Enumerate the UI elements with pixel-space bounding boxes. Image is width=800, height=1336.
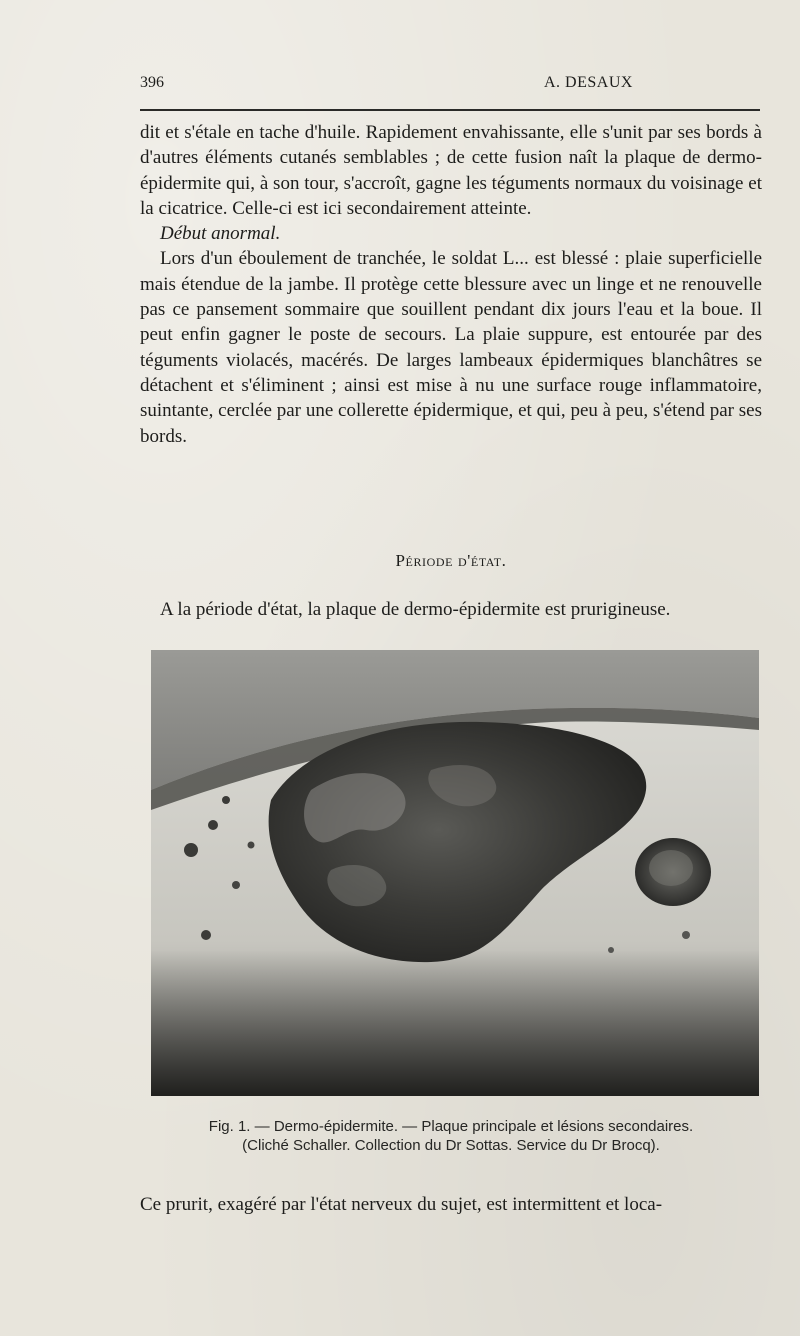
skin-lesion-photo bbox=[151, 650, 759, 1096]
subheading-debut-anormal: Début anormal. bbox=[160, 223, 281, 245]
running-title: A. DESAUX bbox=[544, 74, 633, 91]
caption-line-1: Fig. 1. — Dermo-épidermite. — Plaque principale et lésions secondaires. bbox=[208, 1118, 694, 1135]
paragraph-case-report: Lors d'un éboulement de tranchée, le soldat L... est blessé : plaie superficielle mais étendue de la jambe. Il protège cette blessure avec un linge et ne renouvelle pas ce pansement sommaire que souillent pendant dix jours l'eau et la boue. Il peut enfin gagner le poste de secours. La plaie suppure, est entourée par des téguments violacés, macérés. De larges lambeaux épidermiques blanchâtres se détachent et s'éliminent ; ainsi est mise à nu une surface rouge inflammatoire, suintante, cerclée par une collerette épidermique, et qui, peu à peu, s'étend par ses bords. bbox=[140, 248, 762, 447]
figure-caption bbox=[140, 1117, 762, 1155]
caption-line-2: (Cliché Schaller. Collection du Dr Sottas. Service du Dr Brocq). bbox=[242, 1137, 660, 1154]
paragraph-continuation: dit et s'étale en tache d'huile. Rapidement envahissante, elle s'unit par ses bords à d'autres éléments cutanés semblables ; de cette fusion naît la plaque de dermo-épidermite qui, à son tour, s'accroît, gagne les téguments normaux du voisinage et la cicatrice. Celle-ci est ici secondairement atteinte. bbox=[140, 122, 762, 219]
continuation-line: Ce prurit, exagéré par l'état nerveux du sujet, est intermittent et loca- bbox=[140, 1194, 663, 1215]
running-head bbox=[140, 74, 760, 96]
header-rule bbox=[140, 109, 760, 111]
section-title: Période d'état. bbox=[395, 551, 507, 570]
body-text bbox=[140, 120, 762, 449]
figure-photograph bbox=[151, 650, 759, 1096]
page-number: 396 bbox=[140, 74, 164, 91]
lead-sentence: A la période d'état, la plaque de dermo-épidermite est prurigineuse. bbox=[160, 599, 671, 620]
